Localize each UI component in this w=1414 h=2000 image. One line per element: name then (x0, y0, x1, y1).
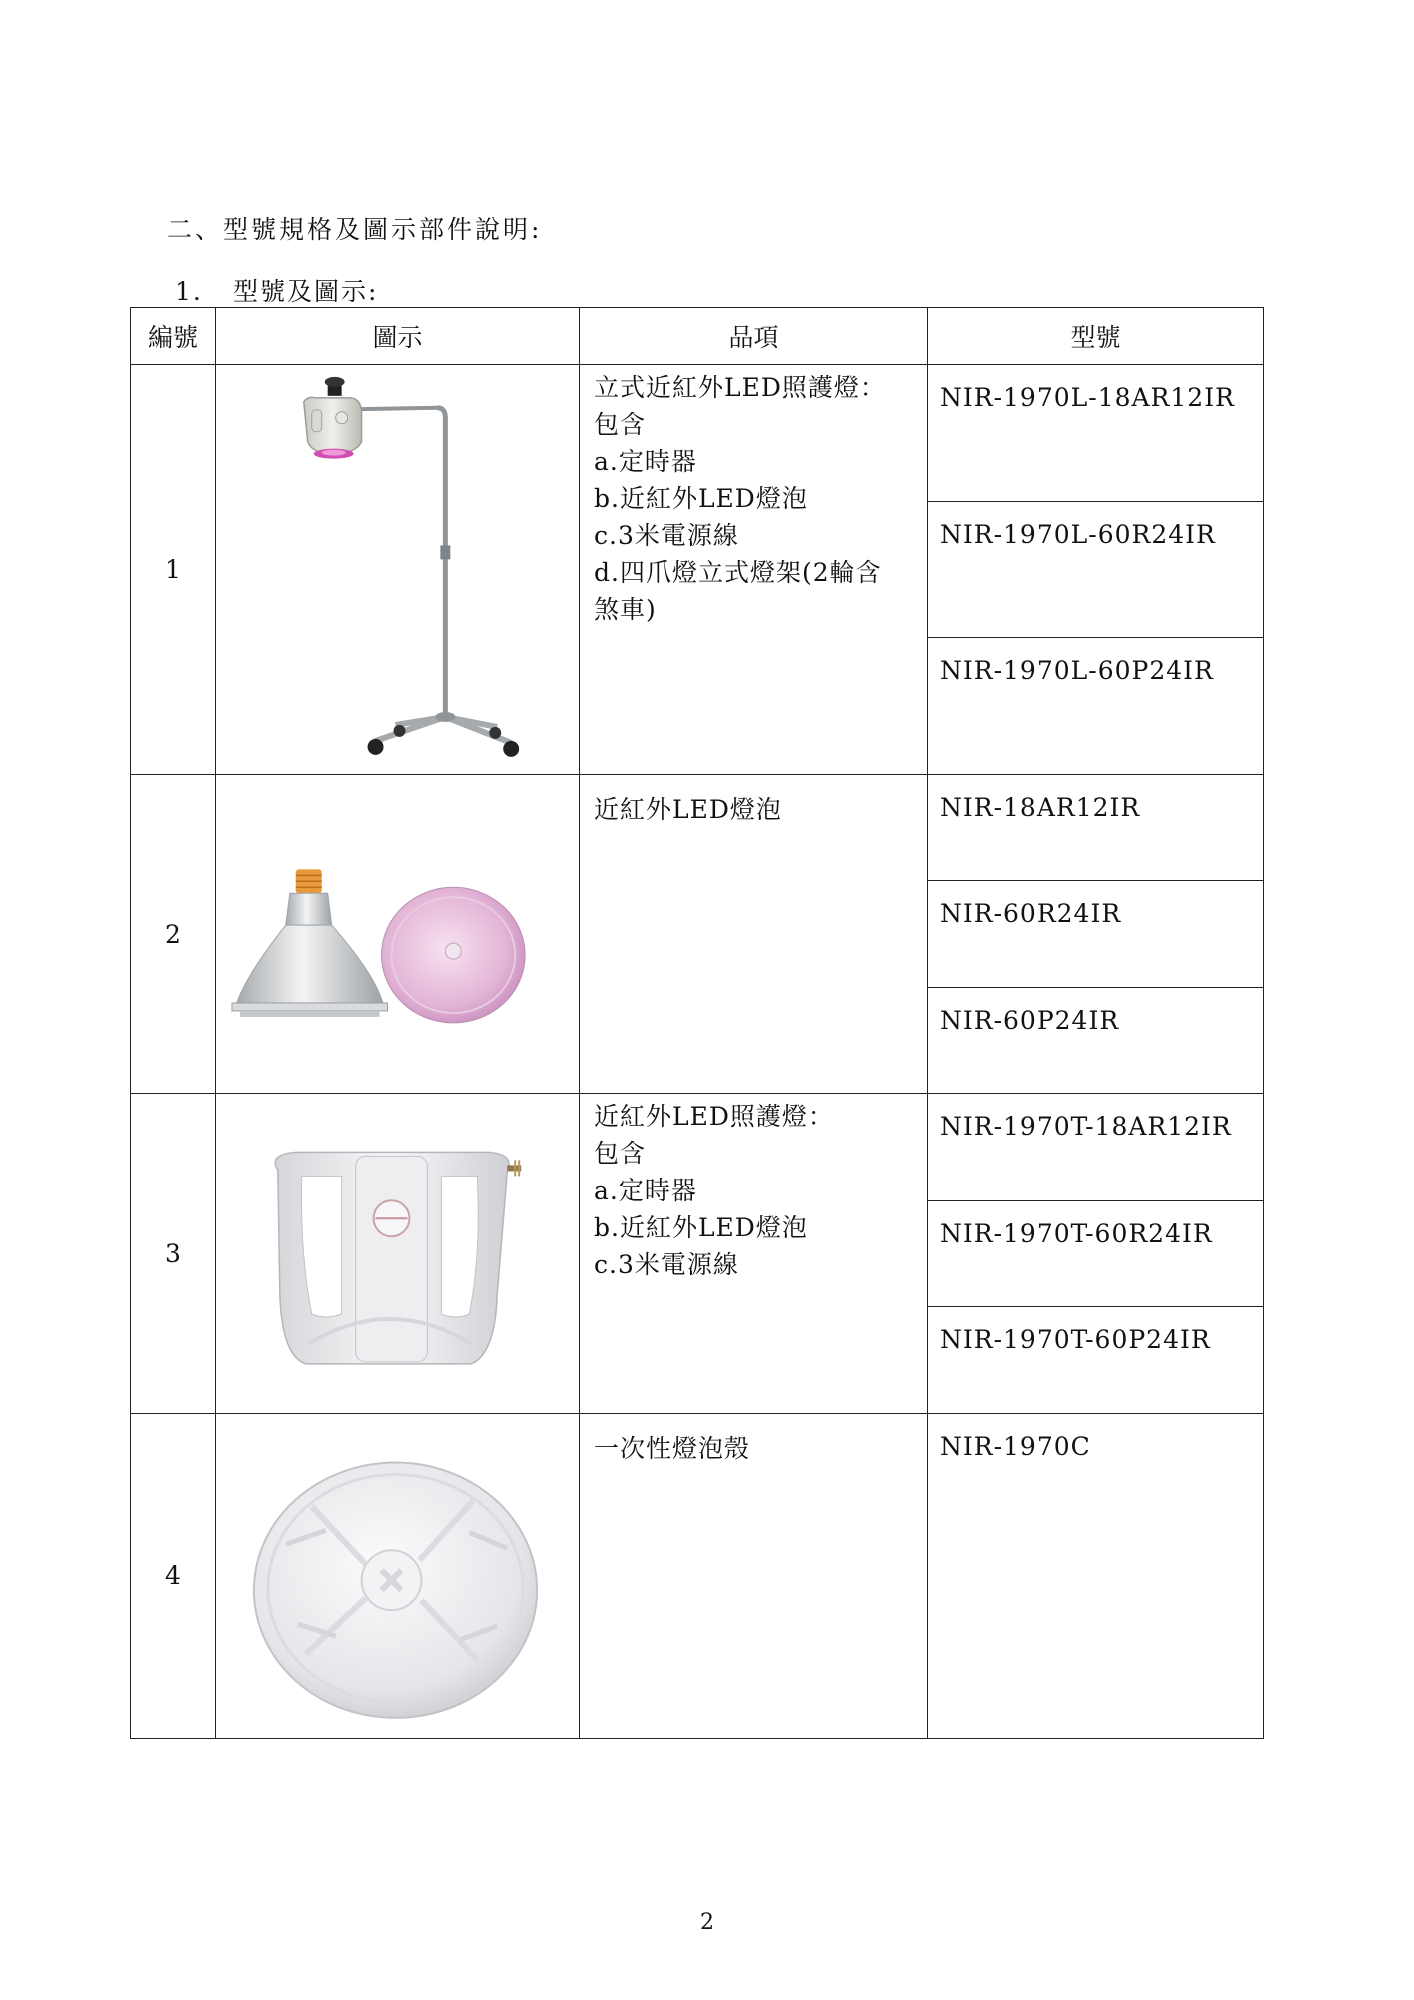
header-item: 品項 (580, 308, 928, 365)
model-spec-table (130, 307, 1264, 1739)
item-line: a.定時器 (594, 1176, 697, 1206)
table-row (131, 1094, 1264, 1200)
row-number: 1 (131, 365, 216, 775)
table-row (131, 365, 1264, 502)
table-header-row (131, 308, 1264, 365)
page-number: 2 (700, 1910, 714, 1935)
item-line: d.四爪燈立式燈架(2輪含 (594, 558, 882, 588)
table-row (131, 774, 1264, 880)
model-code: NIR-1970L-18AR12IR (928, 365, 1264, 502)
row-number: 3 (131, 1094, 216, 1413)
item-line: b.近紅外LED燈泡 (594, 1213, 808, 1243)
row-number: 2 (131, 774, 216, 1093)
item-line: 煞車) (594, 595, 657, 625)
model-code: NIR-60P24IR (928, 987, 1264, 1093)
header-no: 編號 (131, 308, 216, 365)
item-description (580, 774, 928, 1093)
model-code: NIR-1970L-60R24IR (928, 501, 1264, 638)
item-description (580, 1094, 928, 1413)
subsection-heading (175, 272, 378, 308)
item-line: 一次性燈泡殼 (594, 1433, 751, 1463)
item-line: b.近紅外LED燈泡 (594, 484, 808, 514)
item-line: 立式近紅外LED照護燈： (594, 373, 886, 403)
lamp-head-icon (216, 1094, 579, 1412)
model-code: NIR-1970T-18AR12IR (928, 1094, 1264, 1200)
standing-lamp-image (216, 365, 580, 775)
lamp-head-image (216, 1094, 580, 1413)
item-line: 近紅外LED照護燈： (594, 1102, 834, 1132)
header-model: 型號 (928, 308, 1264, 365)
subsection-number: 1. (175, 277, 203, 306)
standing-lamp-icon (216, 365, 579, 774)
disposable-bulb-shell-image (216, 1413, 580, 1738)
table-row (131, 1413, 1264, 1738)
row-number: 4 (131, 1413, 216, 1738)
item-line: 近紅外LED燈泡 (594, 794, 782, 824)
item-line: c.3米電源線 (594, 1250, 739, 1280)
item-line: a.定時器 (594, 447, 697, 477)
model-code: NIR-18AR12IR (928, 774, 1264, 880)
header-image: 圖示 (216, 308, 580, 365)
model-code: NIR-60R24IR (928, 881, 1264, 987)
item-description (580, 1413, 928, 1738)
item-line: 包含 (594, 410, 647, 440)
model-code: NIR-1970T-60P24IR (928, 1307, 1264, 1413)
led-bulb-image (216, 774, 580, 1093)
subsection-title: 型號及圖示: (233, 277, 379, 306)
item-description (580, 365, 928, 775)
item-line: 包含 (594, 1139, 647, 1169)
bulb-shell-icon (216, 1414, 579, 1738)
item-line: c.3米電源線 (594, 521, 739, 551)
model-code: NIR-1970T-60R24IR (928, 1200, 1264, 1306)
model-code: NIR-1970L-60P24IR (928, 638, 1264, 775)
section-heading: 二、型號規格及圖示部件說明: (167, 215, 543, 244)
model-code: NIR-1970C (928, 1413, 1264, 1738)
led-bulb-icon (216, 775, 579, 1093)
